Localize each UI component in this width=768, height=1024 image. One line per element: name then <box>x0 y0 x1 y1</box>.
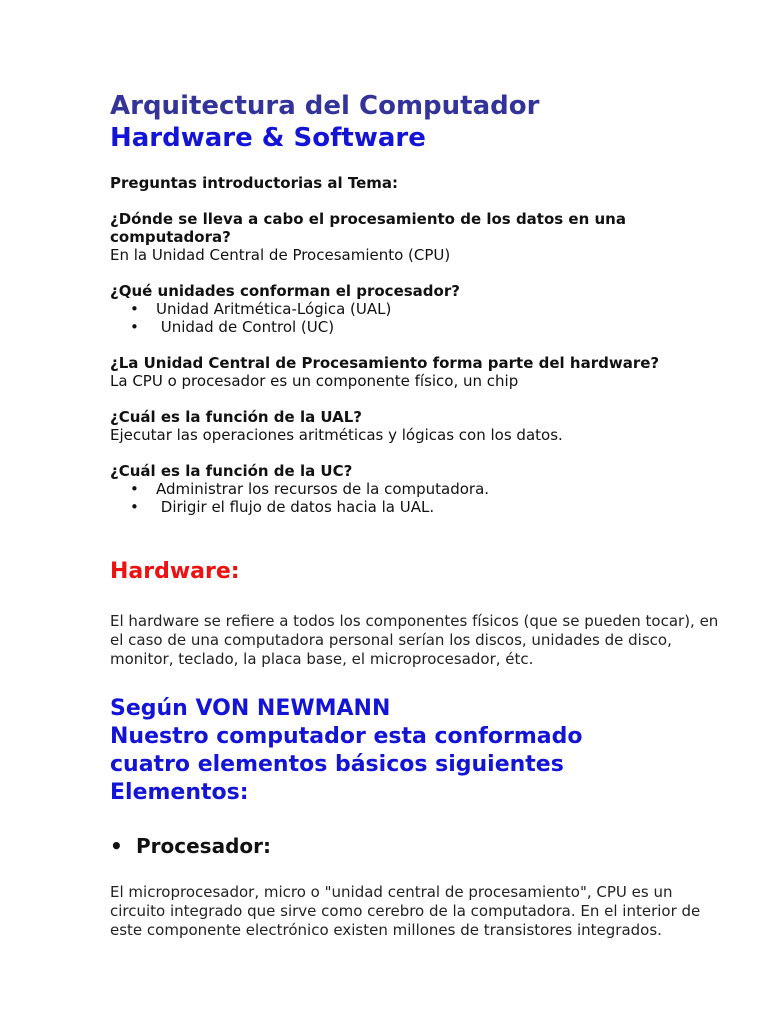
von-newmann-line-2: Nuestro computador esta conformado <box>110 724 583 749</box>
question-2: ¿Qué unidades conforman el procesador? <box>110 282 460 300</box>
question-1: ¿Dónde se lleva a cabo el procesamiento de los datos en una computadora? <box>110 210 626 246</box>
list-item: • Unidad Aritmética-Lógica (UAL) <box>130 300 392 318</box>
hardware-heading: Hardware: <box>110 559 240 584</box>
answer-4: Ejecutar las operaciones aritméticas y lógicas con los datos. <box>110 426 563 444</box>
list-item: • Unidad de Control (UC) <box>130 318 335 336</box>
intro-text: Preguntas introductorias al Tema: <box>110 174 399 192</box>
answer-2-list <box>110 300 730 336</box>
qa-block-3 <box>110 354 730 390</box>
bullet-icon: • <box>130 318 139 336</box>
qa-block-2 <box>110 282 730 336</box>
von-newmann-line-1: Según VON NEWMANN <box>110 696 391 721</box>
question-4: ¿Cuál es la función de la UAL? <box>110 408 363 426</box>
qa-block-5 <box>110 462 730 516</box>
question-5: ¿Cuál es la función de la UC? <box>110 462 353 480</box>
hardware-paragraph: El hardware se refiere a todos los componentes físicos (que se pueden tocar), en el caso de una computadora personal serían los discos, unidades de disco, monitor, teclado, la placa base, el microprocesador, étc. <box>110 612 719 668</box>
answer-3: La CPU o procesador es un componente físico, un chip <box>110 372 519 390</box>
procesador-heading: • Procesador: <box>110 834 271 858</box>
question-3: ¿La Unidad Central de Procesamiento forma parte del hardware? <box>110 354 660 372</box>
answer-5-list <box>110 480 730 516</box>
bullet-icon: • <box>130 498 139 516</box>
procesador-paragraph: El microprocesador, micro o "unidad central de procesamiento", CPU es un circuito integrado que sirve como cerebro de la computadora. En el interior de este componente electrónico existen millones de transistores integrados. <box>110 883 701 939</box>
list-item: • Dirigir el flujo de datos hacia la UAL. <box>130 498 435 516</box>
bullet-icon: • <box>130 300 139 318</box>
von-newmann-heading <box>110 695 730 807</box>
qa-block-4 <box>110 408 730 444</box>
von-newmann-line-4: Elementos: <box>110 780 249 805</box>
list-item: • Administrar los recursos de la computadora. <box>130 480 490 498</box>
answer-1: En la Unidad Central de Procesamiento (CPU) <box>110 246 451 264</box>
bullet-icon: • <box>130 480 139 498</box>
document-page <box>110 90 730 940</box>
qa-block-1 <box>110 210 730 264</box>
von-newmann-line-3: cuatro elementos básicos siguientes <box>110 752 564 777</box>
bullet-icon: • <box>110 834 123 858</box>
title-line-1: Arquitectura del Computador <box>110 91 540 121</box>
title-line-2: Hardware & Software <box>110 123 426 153</box>
